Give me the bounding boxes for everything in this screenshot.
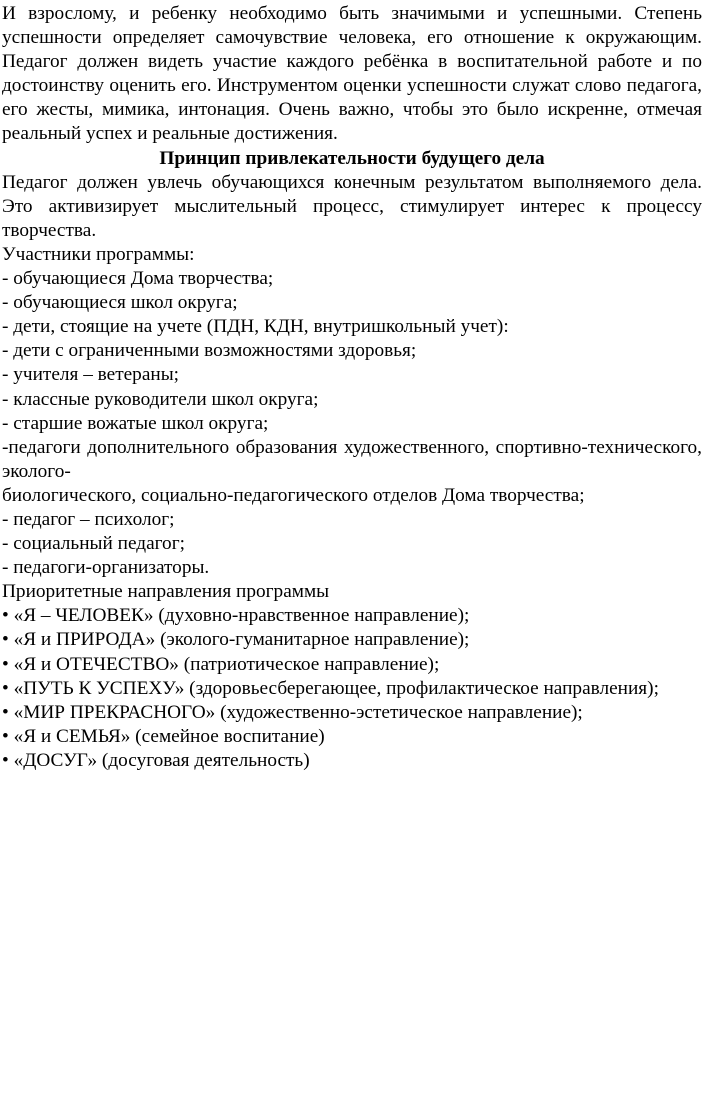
participant-item: - классные руководители школ округа; bbox=[2, 388, 319, 410]
direction-item: • «ДОСУГ» (досуговая деятельность) bbox=[2, 749, 310, 771]
participant-item: - педагоги-организаторы. bbox=[2, 557, 210, 579]
directions-title: Приоритетные направления программы bbox=[2, 581, 330, 603]
document-page bbox=[2, 2, 702, 773]
participant-item: - учителя – ветераны; bbox=[2, 364, 180, 386]
participant-item: - дети с ограниченными возможностями здоровья; bbox=[2, 340, 417, 362]
participant-item: - обучающиеся Дома творчества; bbox=[2, 268, 274, 290]
participant-item: - обучающиеся школ округа; bbox=[2, 292, 238, 314]
direction-item-success: • «ПУТЬ К УСПЕХУ» (здоровьесберегающее, профилактическое направления); bbox=[2, 677, 659, 699]
participant-item-teachers-continued: биологического, социально-педагогического отделов Дома творчества; bbox=[2, 484, 585, 506]
direction-item: • «Я и СЕМЬЯ» (семейное воспитание) bbox=[2, 725, 325, 747]
participants-section bbox=[2, 243, 702, 580]
participant-item: - педагог – психолог; bbox=[2, 508, 175, 530]
direction-item: • «МИР ПРЕКРАСНОГО» (художественно-эстетическое направление); bbox=[2, 701, 583, 723]
participant-item: - дети, стоящие на учете (ПДН, КДН, внутришкольный учет): bbox=[2, 316, 509, 338]
participant-item: - социальный педагог; bbox=[2, 533, 185, 555]
participant-item-teachers: -педагоги дополнительного образования художественного, спортивно-технического, эколого- bbox=[2, 436, 702, 482]
section-heading: Принцип привлекательности будущего дела bbox=[159, 147, 545, 169]
principle-paragraph: Педагог должен увлечь обучающихся конечным результатом выполняемого дела. Это активизирует мыслительный процесс, стимулирует интерес к процессу творчества. bbox=[2, 171, 702, 241]
direction-item: • «Я и ОТЕЧЕСТВО» (патриотическое направление); bbox=[2, 653, 440, 675]
intro-paragraph: И взрослому, и ребенку необходимо быть значимыми и успешными. Степень успешности определяет самочувствие человека, его отношение к окружающим. Педагог должен видеть участие каждого ребёнка в воспитательной работе и по достоинству оценить его. Инструментом оценки успешности служат слово педагога, его жесты, мимика, интонация. Очень важно, чтобы это было искренне, отмечая реальный успех и реальные достижения. bbox=[2, 3, 702, 145]
direction-item: • «Я – ЧЕЛОВЕК» (духовно-нравственное направление); bbox=[2, 605, 470, 627]
directions-section bbox=[2, 580, 702, 773]
direction-item: • «Я и ПРИРОДА» (эколого-гуманитарное направление); bbox=[2, 629, 470, 651]
participants-title: Участники программы: bbox=[2, 243, 195, 265]
participant-item: - старшие вожатые школ округа; bbox=[2, 412, 269, 434]
